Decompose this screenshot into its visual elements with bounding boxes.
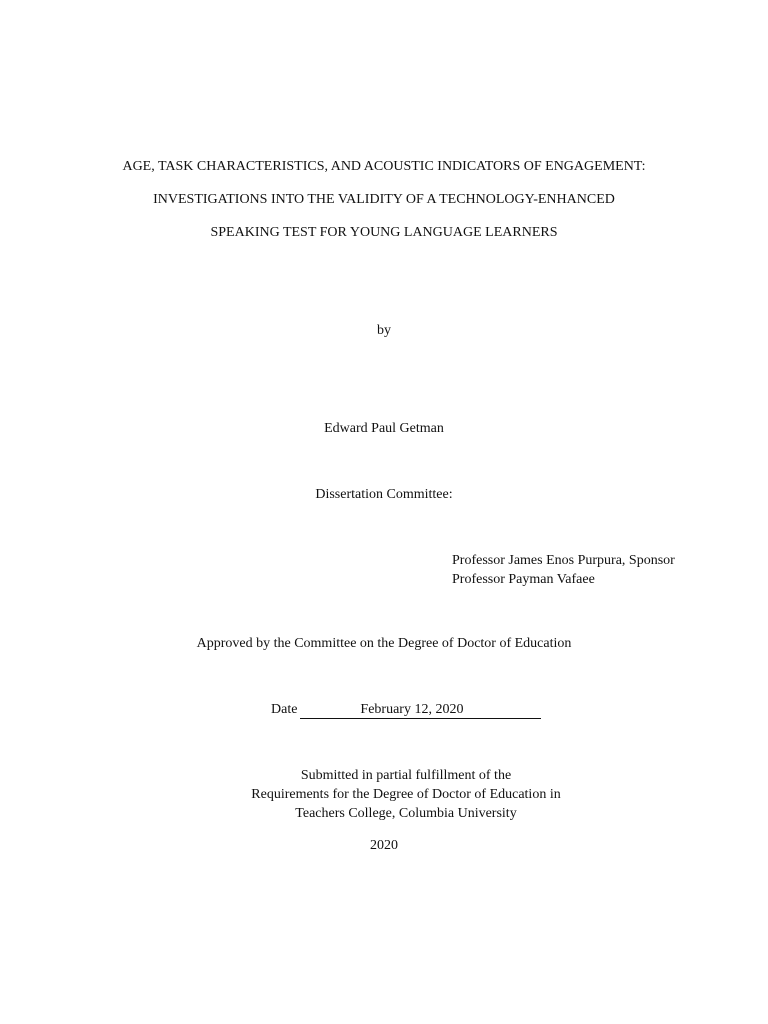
date-field	[300, 702, 541, 719]
title-line-2: INVESTIGATIONS INTO THE VALIDITY OF A TECHNOLOGY-ENHANCED	[153, 192, 615, 207]
date-value: February 12, 2020	[360, 702, 464, 717]
by-text: by	[377, 323, 391, 338]
author-name: Edward Paul Getman	[324, 421, 444, 436]
committee-members	[452, 551, 675, 589]
committee-member: Professor Payman Vafaee	[452, 572, 595, 587]
submission-line-1: Submitted in partial fulfillment of the	[300, 768, 512, 783]
title-line-1: AGE, TASK CHARACTERISTICS, AND ACOUSTIC INDICATORS OF ENGAGEMENT:	[122, 159, 646, 174]
committee-member: Professor James Enos Purpura, Sponsor	[452, 553, 675, 568]
committee-label: Dissertation Committee:	[315, 487, 453, 502]
title-line-3: SPEAKING TEST FOR YOUNG LANGUAGE LEARNERS	[210, 225, 558, 240]
year: 2020	[370, 838, 398, 853]
submission-line-3: Teachers College, Columbia University	[295, 806, 517, 821]
submission-statement	[0, 766, 768, 823]
approval-statement: Approved by the Committee on the Degree of Doctor of Education	[196, 636, 572, 651]
submission-line-2: Requirements for the Degree of Doctor of Education in	[251, 787, 561, 802]
date-label: Date	[271, 702, 298, 717]
date-row	[271, 701, 541, 719]
